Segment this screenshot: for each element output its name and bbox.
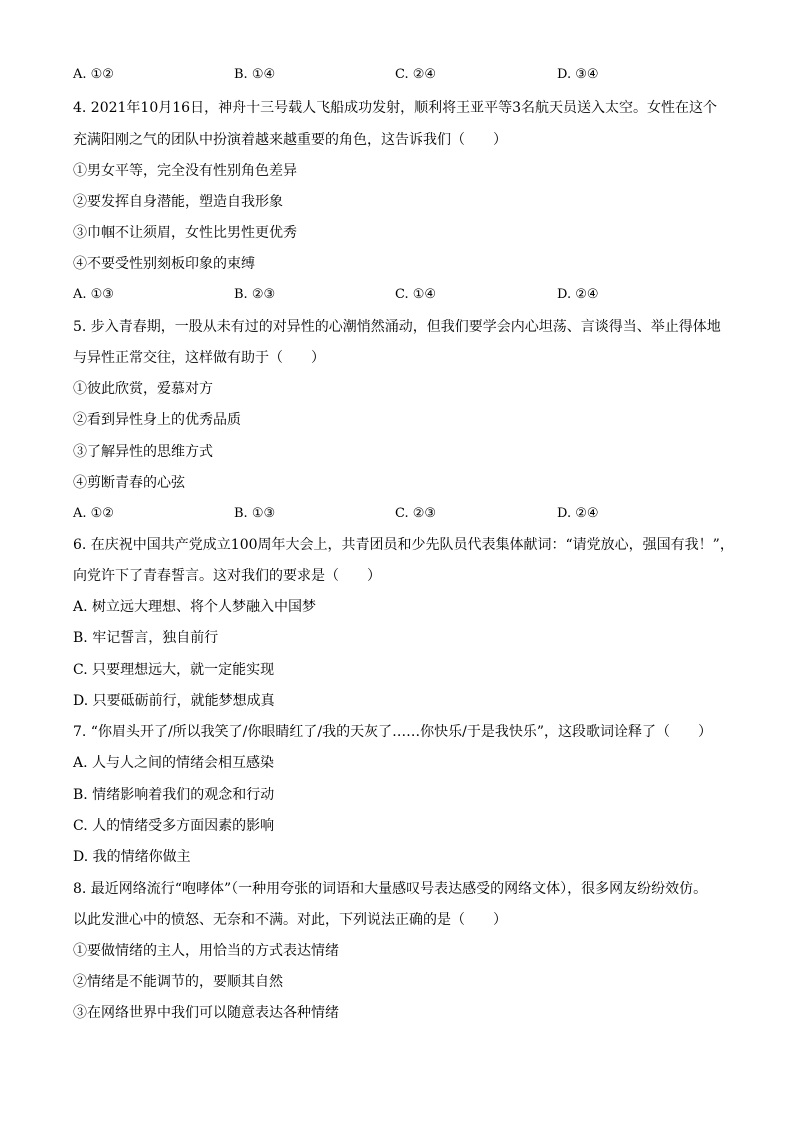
q3-option-d: D. ③④ — [557, 67, 599, 82]
q7-option-d: D. 我的情绪你做主 — [73, 849, 191, 865]
q8-item-1: ①要做情绪的主人，用恰当的方式表达情绪 — [73, 943, 339, 959]
q3-option-b: B. ①④ — [234, 67, 276, 82]
q7-stem-line-1: 7. “你眉头开了/所以我笑了/你眼睛红了/我的天灰了……你快乐/于是我快乐”，这段歌词诠释了（ ） — [73, 724, 712, 740]
q5-item-2: ②看到异性身上的优秀品质 — [73, 412, 241, 428]
q5-option-c: C. ②③ — [395, 506, 437, 521]
q4-option-b: B. ②③ — [234, 287, 276, 302]
q5-item-1: ①彼此欣赏，爱慕对方 — [73, 381, 213, 397]
q6-option-a: A. 树立远大理想、将个人梦融入中国梦 — [73, 599, 317, 615]
q7-option-b: B. 情绪影响着我们的观念和行动 — [73, 787, 275, 803]
q5-option-d: D. ②④ — [557, 506, 599, 521]
q6-stem-line-1: 6. 在庆祝中国共产党成立100周年大会上，共青团员和少先队员代表集体献词：“请党放心，强国有我！”， — [73, 537, 734, 553]
q6-option-d: D. 只要砥砺前行，就能梦想成真 — [73, 693, 275, 709]
q5-item-4: ④剪断青春的心弦 — [73, 475, 185, 491]
q5-stem-line-1: 5. 步入青春期，一股从未有过的对异性的心潮悄然涌动，但我们要学会内心坦荡、言谈得当、举止得体地 — [73, 319, 721, 335]
q7-option-c: C. 人的情绪受多方面因素的影响 — [73, 818, 275, 834]
q4-option-c: C. ①④ — [395, 287, 437, 302]
q4-options — [73, 286, 733, 304]
q4-stem-line-2: 充满阳刚之气的团队中扮演着越来越重要的角色，这告诉我们（ ） — [73, 132, 507, 148]
q7-option-a: A. 人与人之间的情绪会相互感染 — [73, 755, 275, 771]
q4-item-1: ①男女平等，完全没有性别角色差异 — [73, 163, 297, 179]
q4-item-4: ④不要受性别刻板印象的束缚 — [73, 256, 255, 272]
q6-option-b: B. 牢记誓言，独自前行 — [73, 630, 219, 646]
q8-item-2: ②情绪是不能调节的，要顺其自然 — [73, 974, 283, 990]
q5-option-b: B. ①③ — [234, 506, 276, 521]
q4-item-2: ②要发挥自身潜能，塑造自我形象 — [73, 194, 283, 210]
q3-options — [73, 66, 733, 84]
q5-options — [73, 505, 733, 523]
q5-option-a: A. ①② — [73, 506, 114, 521]
q8-stem-line-2: 以此发泄心中的愤怒、无奈和不满。对此，下列说法正确的是（ ） — [73, 912, 507, 928]
q6-stem-line-2: 向党许下了青春誓言。这对我们的要求是（ ） — [73, 568, 381, 584]
q4-stem-line-1: 4. 2021年10月16日，神舟十三号载人飞船成功发射，顺利将王亚平等3名航天员送入太空。女性在这个 — [73, 100, 717, 116]
q8-stem-line-1: 8. 最近网络流行“咆哮体”（一种用夸张的词语和大量感叹号表达感受的网络文体），很多网友纷纷效仿。 — [73, 881, 708, 897]
q3-option-a: A. ①② — [73, 67, 114, 82]
q4-option-a: A. ①③ — [73, 287, 114, 302]
q4-option-d: D. ②④ — [557, 287, 599, 302]
q6-option-c: C. 只要理想远大，就一定能实现 — [73, 662, 275, 678]
q5-item-3: ③了解异性的思维方式 — [73, 444, 213, 460]
q8-item-3: ③在网络世界中我们可以随意表达各种情绪 — [73, 1005, 339, 1021]
q4-item-3: ③巾帼不让须眉，女性比男性更优秀 — [73, 225, 297, 241]
q5-stem-line-2: 与异性正常交往，这样做有助于（ ） — [73, 350, 325, 366]
q3-option-c: C. ②④ — [395, 67, 437, 82]
